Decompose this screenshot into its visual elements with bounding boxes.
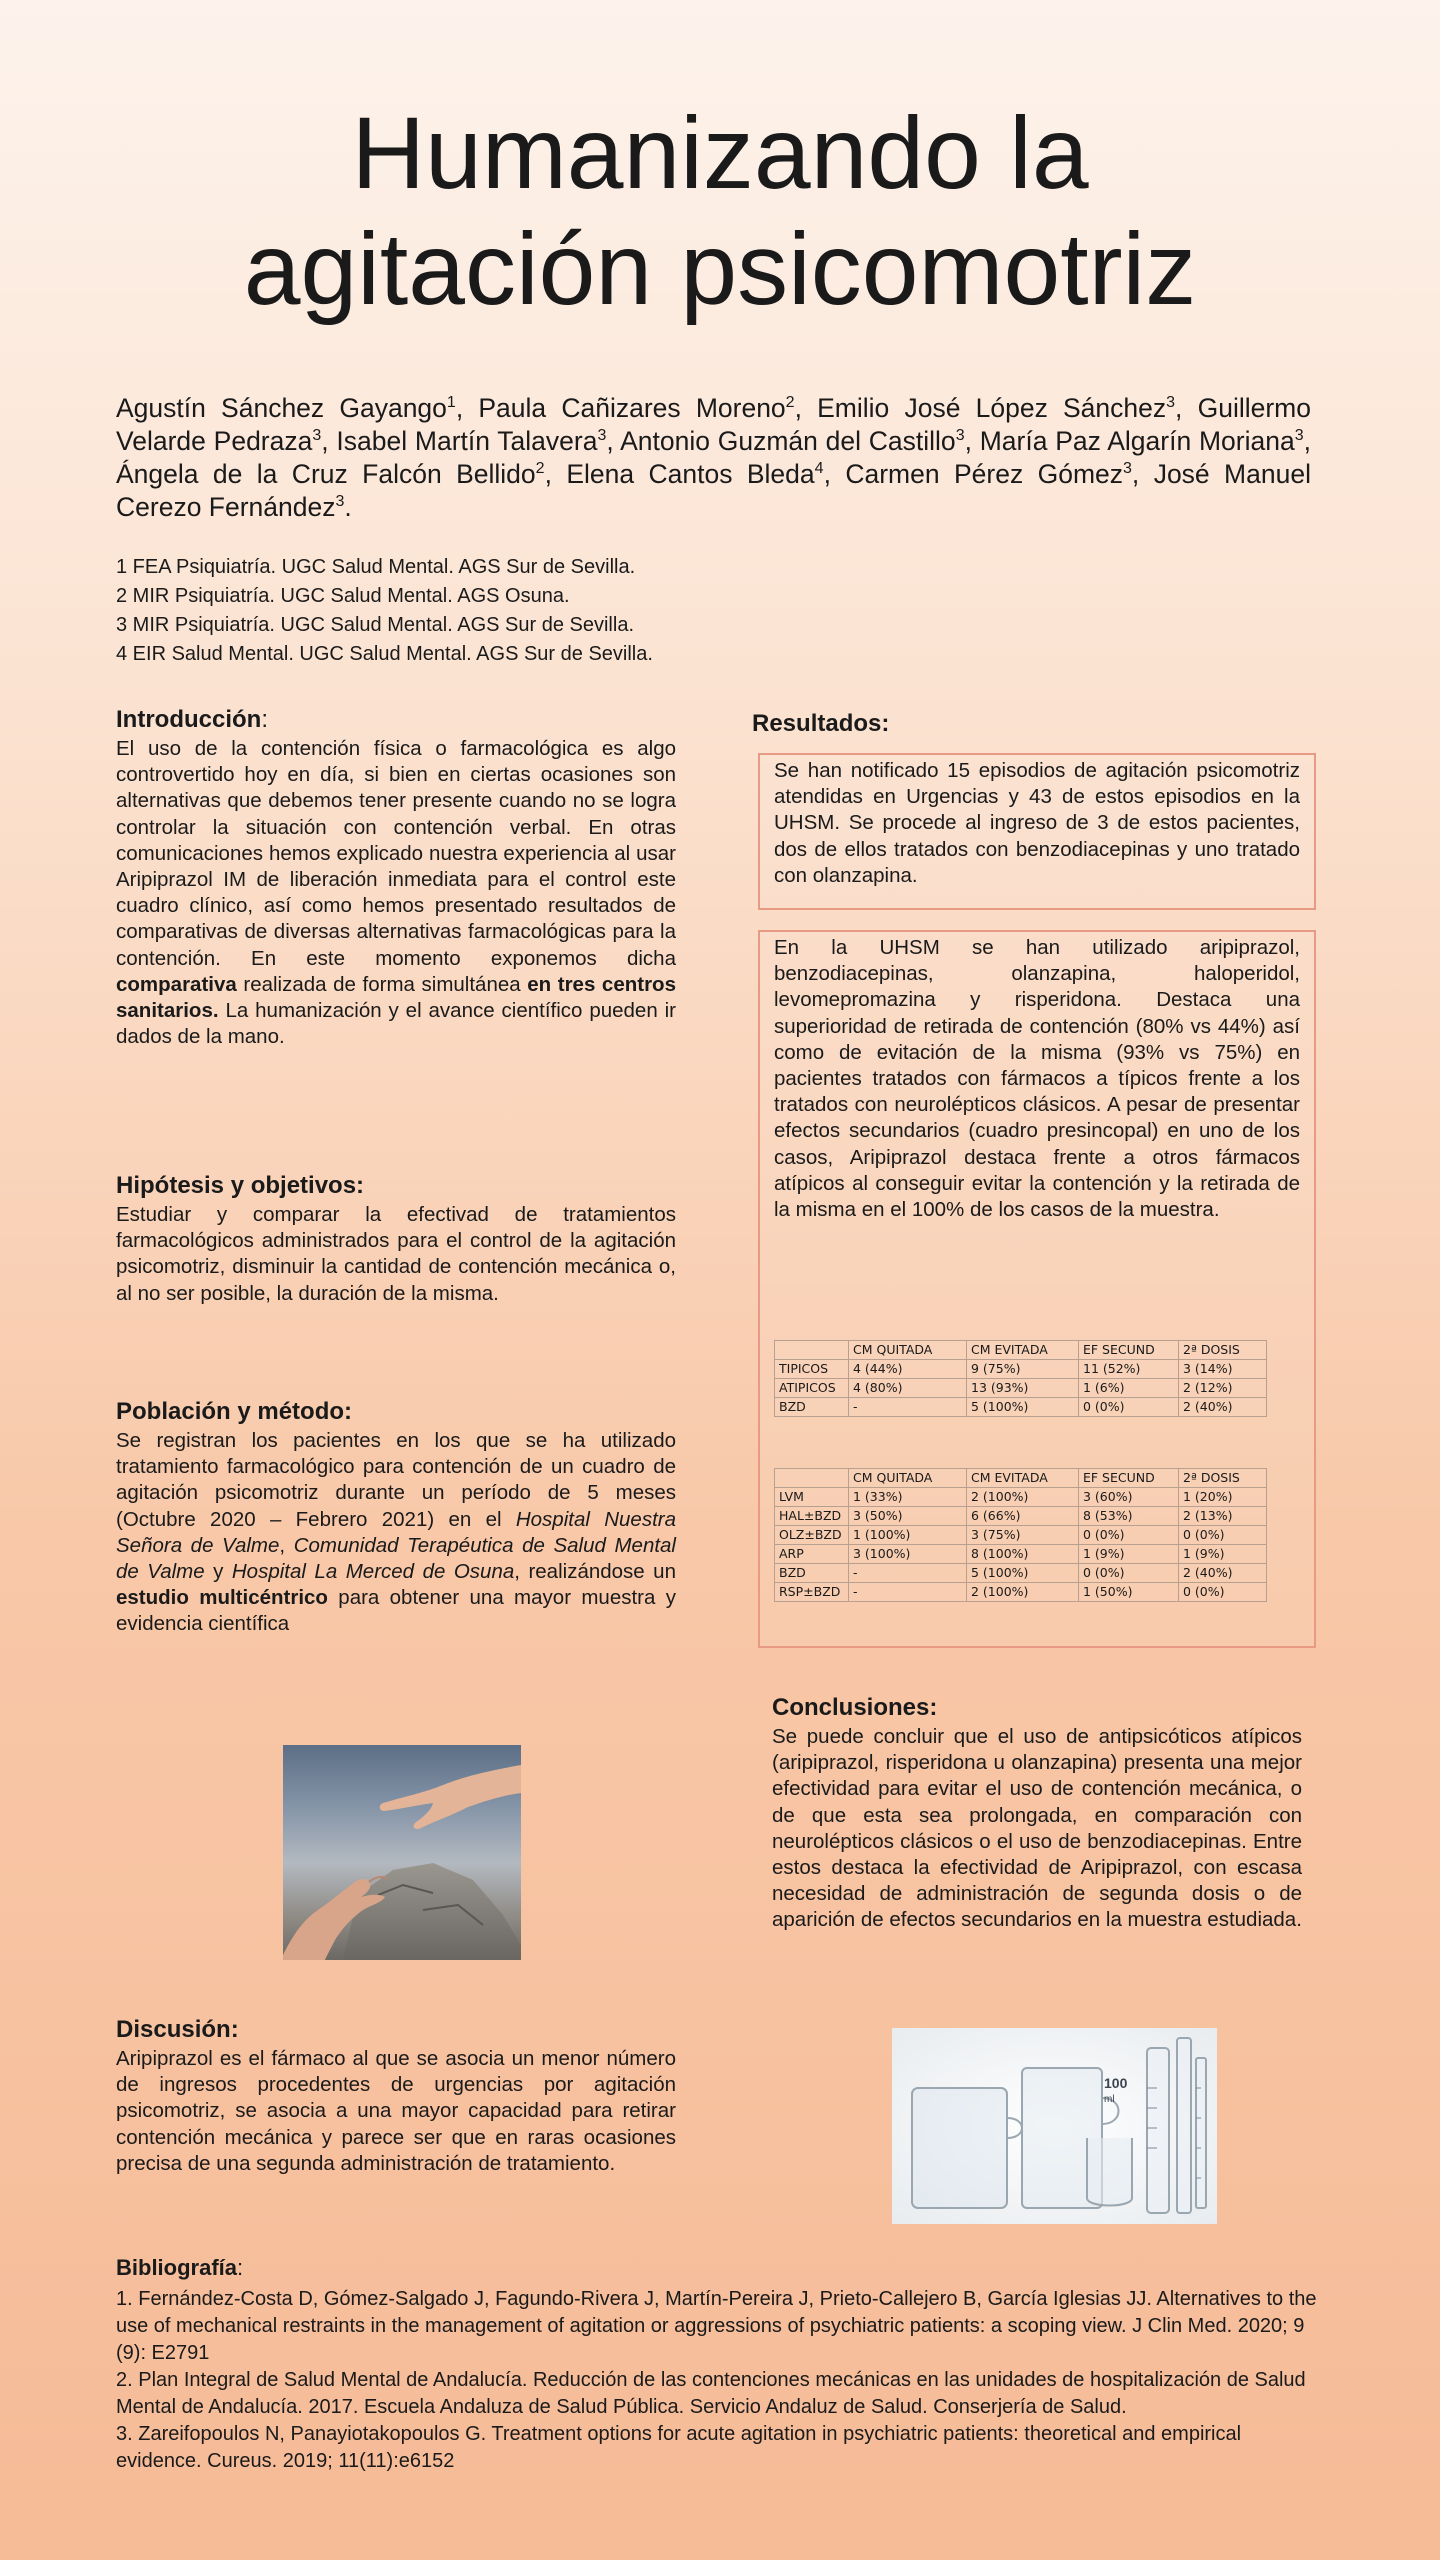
author-affiliation-mark: 3 <box>312 427 322 444</box>
table-row <box>775 1526 1267 1545</box>
section-title-colon: : <box>237 2255 244 2280</box>
author-affiliation-mark: 3 <box>1123 460 1132 477</box>
author-affiliation-mark: 3 <box>955 427 965 444</box>
table-cell: 2 (12%) <box>1179 1379 1267 1398</box>
text-run: , realizándose un <box>514 1560 676 1584</box>
table-header-cell <box>775 1469 849 1488</box>
table-cell: 0 (0%) <box>1079 1564 1179 1583</box>
poster-title-line-1: Humanizando la <box>351 96 1089 210</box>
author-name: María Paz Algarín Moriana <box>979 426 1295 456</box>
table-cell: 4 (44%) <box>849 1360 967 1379</box>
author-separator: , <box>794 393 818 423</box>
table-cell: 1 (50%) <box>1079 1583 1179 1602</box>
author-separator: , <box>823 459 846 489</box>
text-run: para obtener una mayor muestra y evidencia científica <box>116 1586 676 1636</box>
table-cell: HAL±BZD <box>775 1507 849 1526</box>
table-cell: 2 (40%) <box>1179 1564 1267 1583</box>
author-name: Guillermo Velarde Pedraza <box>116 393 1311 456</box>
hands-photo <box>283 1745 521 1960</box>
table-row <box>775 1564 1267 1583</box>
author-affiliation-mark: 2 <box>785 394 795 411</box>
hands-illustration <box>283 1745 521 1960</box>
table-header-cell: CM EVITADA <box>967 1341 1079 1360</box>
author-separator: , <box>1303 426 1311 456</box>
section-title-text: Bibliografía <box>116 2255 238 2280</box>
section-title: Discusión: <box>116 2016 239 2043</box>
affiliation-4: 4 EIR Salud Mental. UGC Salud Mental. AGS Sur de Sevilla. <box>116 643 653 665</box>
section-title: Conclusiones: <box>772 1694 938 1721</box>
author-7 <box>980 426 1311 456</box>
italic-run: Comunidad Terapéutica de Salud Mental de Valme <box>116 1533 676 1584</box>
table-cell: 1 (9%) <box>1179 1545 1267 1564</box>
author-separator: , <box>606 426 621 456</box>
table-cell: - <box>849 1398 967 1417</box>
table-header-cell <box>775 1341 849 1360</box>
table-row <box>775 1583 1267 1602</box>
author-name: Paula Cañizares Moreno <box>478 393 786 423</box>
table-row <box>775 1507 1267 1526</box>
table-cell: 3 (100%) <box>849 1545 967 1564</box>
author-8 <box>116 459 566 489</box>
table-cell: 3 (14%) <box>1179 1360 1267 1379</box>
author-name: Carmen Pérez Gómez <box>845 459 1124 489</box>
poster-title <box>0 95 1440 327</box>
author-3 <box>817 393 1197 423</box>
table-cell: 1 (9%) <box>1079 1545 1179 1564</box>
table-cell: RSP±BZD <box>775 1583 849 1602</box>
reference-item: 3. Zareifopoulos N, Panayiotakopoulos G. Treatment options for acute agitation in psychiatric patients: theoretical and empirical evidence. Cureus. 2019; 11(11):e6152 <box>116 2423 1242 2472</box>
author-5 <box>336 426 620 456</box>
table-header-cell: CM EVITADA <box>967 1469 1079 1488</box>
section-body: Se puede concluir que el uso de antipsicóticos atípicos (aripiprazol, risperidona u olanzapina) presenta una mejor efectividad para evitar el uso de contención mecánica, o de que esta sea prolongada, en comparación con neurolépticos clásicos o el uso de benzodiacepinas. Entre estos destaca la efectividad de Aripiprazol, con escasa necesidad de administración de segunda dosis o de aparición de efectos secundarios en la muestra estudiada. <box>772 1725 1302 1932</box>
table-cell: - <box>849 1583 967 1602</box>
author-separator: , <box>321 426 337 456</box>
table-cell: ATIPICOS <box>775 1379 849 1398</box>
table-cell: 5 (100%) <box>967 1398 1079 1417</box>
lab-label-unit: ml <box>1104 2094 1115 2105</box>
lab-glassware-photo <box>892 2028 1217 2224</box>
bold-run: estudio multicéntrico <box>116 1586 328 1610</box>
author-affiliation-mark: 4 <box>814 460 824 477</box>
italic-run: Hospital Nuestra Señora de Valme <box>116 1507 676 1557</box>
author-separator: , <box>1175 393 1198 423</box>
author-affiliation-mark: 3 <box>1294 427 1304 444</box>
table-cell: BZD <box>775 1398 849 1417</box>
table-cell: TIPICOS <box>775 1360 849 1379</box>
section-body <box>116 1428 676 1638</box>
table-header-row <box>775 1469 1267 1488</box>
author-separator: . <box>344 492 352 522</box>
italic-run: Hospital La Merced de Osuna <box>231 1560 515 1584</box>
table-cell: 0 (0%) <box>1179 1526 1267 1545</box>
author-affiliation-mark: 3 <box>1166 394 1176 411</box>
table-cell: 2 (13%) <box>1179 1507 1267 1526</box>
table-cell: 5 (100%) <box>967 1564 1079 1583</box>
table-cell: 1 (33%) <box>849 1488 967 1507</box>
text-run: y <box>204 1560 232 1584</box>
table-cell: 6 (66%) <box>967 1507 1079 1526</box>
author-9 <box>566 459 845 489</box>
table-cell: ARP <box>775 1545 849 1564</box>
table-row <box>775 1379 1267 1398</box>
text-run: La humanización y el avance científico pueden ir dados de la mano. <box>116 999 676 1049</box>
text-run: El uso de la contención física o farmacológica es algo controvertido hoy en día, si bien en ciertas ocasiones son alternativas que debemos tener presente cuando no se logra controlar la situación con contención verbal. En otras comunicaciones hemos explicado nuestra experiencia al usar Aripiprazol IM de liberación inmediata para el control este cuadro clínico, así como hemos presentado resultados de comparativas de diversas alternativas farmacológicas para la contención. En este momento exponemos dicha <box>116 737 676 970</box>
table-row <box>775 1398 1267 1417</box>
author-list <box>116 392 1311 524</box>
results-summary-text: Se han notificado 15 episodios de agitación psicomotriz atendidas en Urgencias y 43 de estos episodios en la UHSM. Se procede al ingreso de 3 de estos pacientes, dos de ellos tratados con benzodiacepinas y uno tratado con olanzapina. <box>774 759 1300 887</box>
section-title <box>116 2254 1331 2282</box>
table-cell: OLZ±BZD <box>775 1526 849 1545</box>
section-body <box>116 736 676 1050</box>
author-name: Agustín Sánchez Gayango <box>116 393 447 423</box>
table-cell: 0 (0%) <box>1079 1526 1179 1545</box>
results-summary-box <box>758 753 1316 910</box>
affiliation-1: 1 FEA Psiquiatría. UGC Salud Mental. AGS Sur de Sevilla. <box>116 556 636 578</box>
table-cell: - <box>849 1564 967 1583</box>
author-6 <box>620 426 980 456</box>
text-run: Se registran los pacientes en los que se ha utilizado tratamiento farmacológico para contención de un cuadro de agitación psicomotriz durante un período de 5 meses (Octubre 2020 – Febrero 2021) en el <box>116 1429 676 1531</box>
author-affiliation-mark: 2 <box>535 460 545 477</box>
table-cell: 0 (0%) <box>1079 1398 1179 1417</box>
text-run: realizada de forma simultánea <box>236 972 528 996</box>
table-header-cell: CM QUITADA <box>849 1341 967 1360</box>
author-name: Antonio Guzmán del Castillo <box>620 426 956 456</box>
table-cell: BZD <box>775 1564 849 1583</box>
section-introduccion <box>116 706 676 1050</box>
author-separator: , <box>964 426 980 456</box>
section-title <box>116 706 676 734</box>
reference-item: 2. Plan Integral de Salud Mental de Andalucía. Reducción de las contenciones mecánicas en las unidades de hospitalización de Salud Mental de Andalucía. 2017. Escuela Andaluza de Salud Pública. Servicio Andaluz de Salud. Conserjería de Salud. <box>116 2369 1306 2418</box>
table-cell: 2 (100%) <box>967 1583 1079 1602</box>
results-table-1 <box>774 1340 1267 1417</box>
reference-item: 1. Fernández-Costa D, Gómez-Salgado J, Fagundo-Rivera J, Martín-Pereira J, Prieto-Callejero B, García Iglesias JJ. Alternatives to the use of mechanical restraints in the management of agitation or aggressions of psychiatric patients: a scoping view. J Clin Med. 2020; 9 (9): E2791 <box>116 2288 1317 2364</box>
table-cell: 3 (75%) <box>967 1526 1079 1545</box>
section-body: Aripiprazol es el fármaco al que se asocia un menor número de ingresos procedentes de urgencias por agitación psicomotriz, se asocia a una mayor capacidad para retirar contención mecánica y parece ser que en raras ocasiones precisa de una segunda administración de tratamiento. <box>116 2047 676 2175</box>
section-conclusiones <box>772 1694 1302 1934</box>
table-cell: 11 (52%) <box>1079 1360 1179 1379</box>
table-header-cell: 2ª DOSIS <box>1179 1469 1267 1488</box>
results-detail-text: En la UHSM se han utilizado aripiprazol, benzodiacepinas, olanzapina, haloperidol, levomepromazina y risperidona. Destaca una superioridad de retirada de contención (80% vs 44%) así como de evitación de la misma (93% vs 75%) en pacientes tratados con fármacos a típicos frente a los tratados con neurolépticos clásicos. A pesar de presentar efectos secundarios (cuadro presincopal) en uno de los casos, Aripiprazol destaca frente a otros fármacos atípicos al conseguir evitar la contención y la retirada de la misma en el 100% de los casos de la muestra. <box>774 936 1300 1222</box>
table-header-cell: EF SECUND <box>1079 1341 1179 1360</box>
results-detail-box <box>758 930 1316 1648</box>
table-cell: 8 (100%) <box>967 1545 1079 1564</box>
table-cell: 4 (80%) <box>849 1379 967 1398</box>
poster-title-line-2: agitación psicomotriz <box>243 212 1197 326</box>
table-header-cell: EF SECUND <box>1079 1469 1179 1488</box>
table-row <box>775 1488 1267 1507</box>
author-separator: , <box>544 459 567 489</box>
table-header-cell: CM QUITADA <box>849 1469 967 1488</box>
affiliation-list <box>116 553 816 669</box>
author-affiliation-mark: 3 <box>597 427 607 444</box>
results-table-2 <box>774 1468 1267 1602</box>
section-title: Población y método: <box>116 1398 353 1425</box>
table-cell: 8 (53%) <box>1079 1507 1179 1526</box>
table-cell: 3 (50%) <box>849 1507 967 1526</box>
table-row <box>775 1360 1267 1379</box>
section-title-text: Introducción <box>116 706 262 733</box>
author-affiliation-mark: 3 <box>335 493 345 510</box>
author-name: Isabel Martín Talavera <box>336 426 598 456</box>
lab-glassware-illustration <box>892 2028 1217 2224</box>
table-cell: 0 (0%) <box>1179 1583 1267 1602</box>
section-discusion <box>116 2016 676 2177</box>
bold-run: en tres centros sanitarios. <box>116 972 676 1023</box>
table-header-cell: 2ª DOSIS <box>1179 1341 1267 1360</box>
table-header-row <box>775 1341 1267 1360</box>
section-body: Estudiar y comparar la efectivad de tratamientos farmacológicos administrados para el control de la agitación psicomotriz, disminuir la cantidad de contención mecánica o, al no ser posible, la duración de la misma. <box>116 1203 676 1305</box>
table-cell: LVM <box>775 1488 849 1507</box>
table-cell: 13 (93%) <box>967 1379 1079 1398</box>
author-separator: , <box>1131 459 1154 489</box>
lab-label-number: 100 <box>1104 2075 1128 2091</box>
author-2 <box>478 393 817 423</box>
section-hipotesis <box>116 1172 676 1307</box>
author-10 <box>845 459 1153 489</box>
author-affiliation-mark: 1 <box>446 394 456 411</box>
author-separator: , <box>455 393 479 423</box>
text-run: , <box>279 1533 294 1557</box>
table-cell: 1 (100%) <box>849 1526 967 1545</box>
author-1 <box>116 393 478 423</box>
author-name: Emilio José López Sánchez <box>817 393 1167 423</box>
author-name: José Manuel Cerezo Fernández <box>116 459 1311 522</box>
table-cell: 3 (60%) <box>1079 1488 1179 1507</box>
affiliation-3: 3 MIR Psiquiatría. UGC Salud Mental. AGS Sur de Sevilla. <box>116 614 634 636</box>
author-name: Elena Cantos Bleda <box>566 459 815 489</box>
section-title-colon: : <box>261 706 268 733</box>
table-cell: 1 (20%) <box>1179 1488 1267 1507</box>
section-poblacion <box>116 1398 676 1638</box>
bold-run: comparativa <box>116 972 237 996</box>
author-name: Ángela de la Cruz Falcón Bellido <box>116 459 536 489</box>
table-cell: 2 (40%) <box>1179 1398 1267 1417</box>
section-title-resultados: Resultados: <box>752 710 890 737</box>
table-row <box>775 1545 1267 1564</box>
section-bibliografia <box>116 2254 1331 2475</box>
table-cell: 9 (75%) <box>967 1360 1079 1379</box>
section-title: Hipótesis y objetivos: <box>116 1172 365 1199</box>
table-cell: 1 (6%) <box>1079 1379 1179 1398</box>
affiliation-2: 2 MIR Psiquiatría. UGC Salud Mental. AGS Osuna. <box>116 585 570 607</box>
table-cell: 2 (100%) <box>967 1488 1079 1507</box>
